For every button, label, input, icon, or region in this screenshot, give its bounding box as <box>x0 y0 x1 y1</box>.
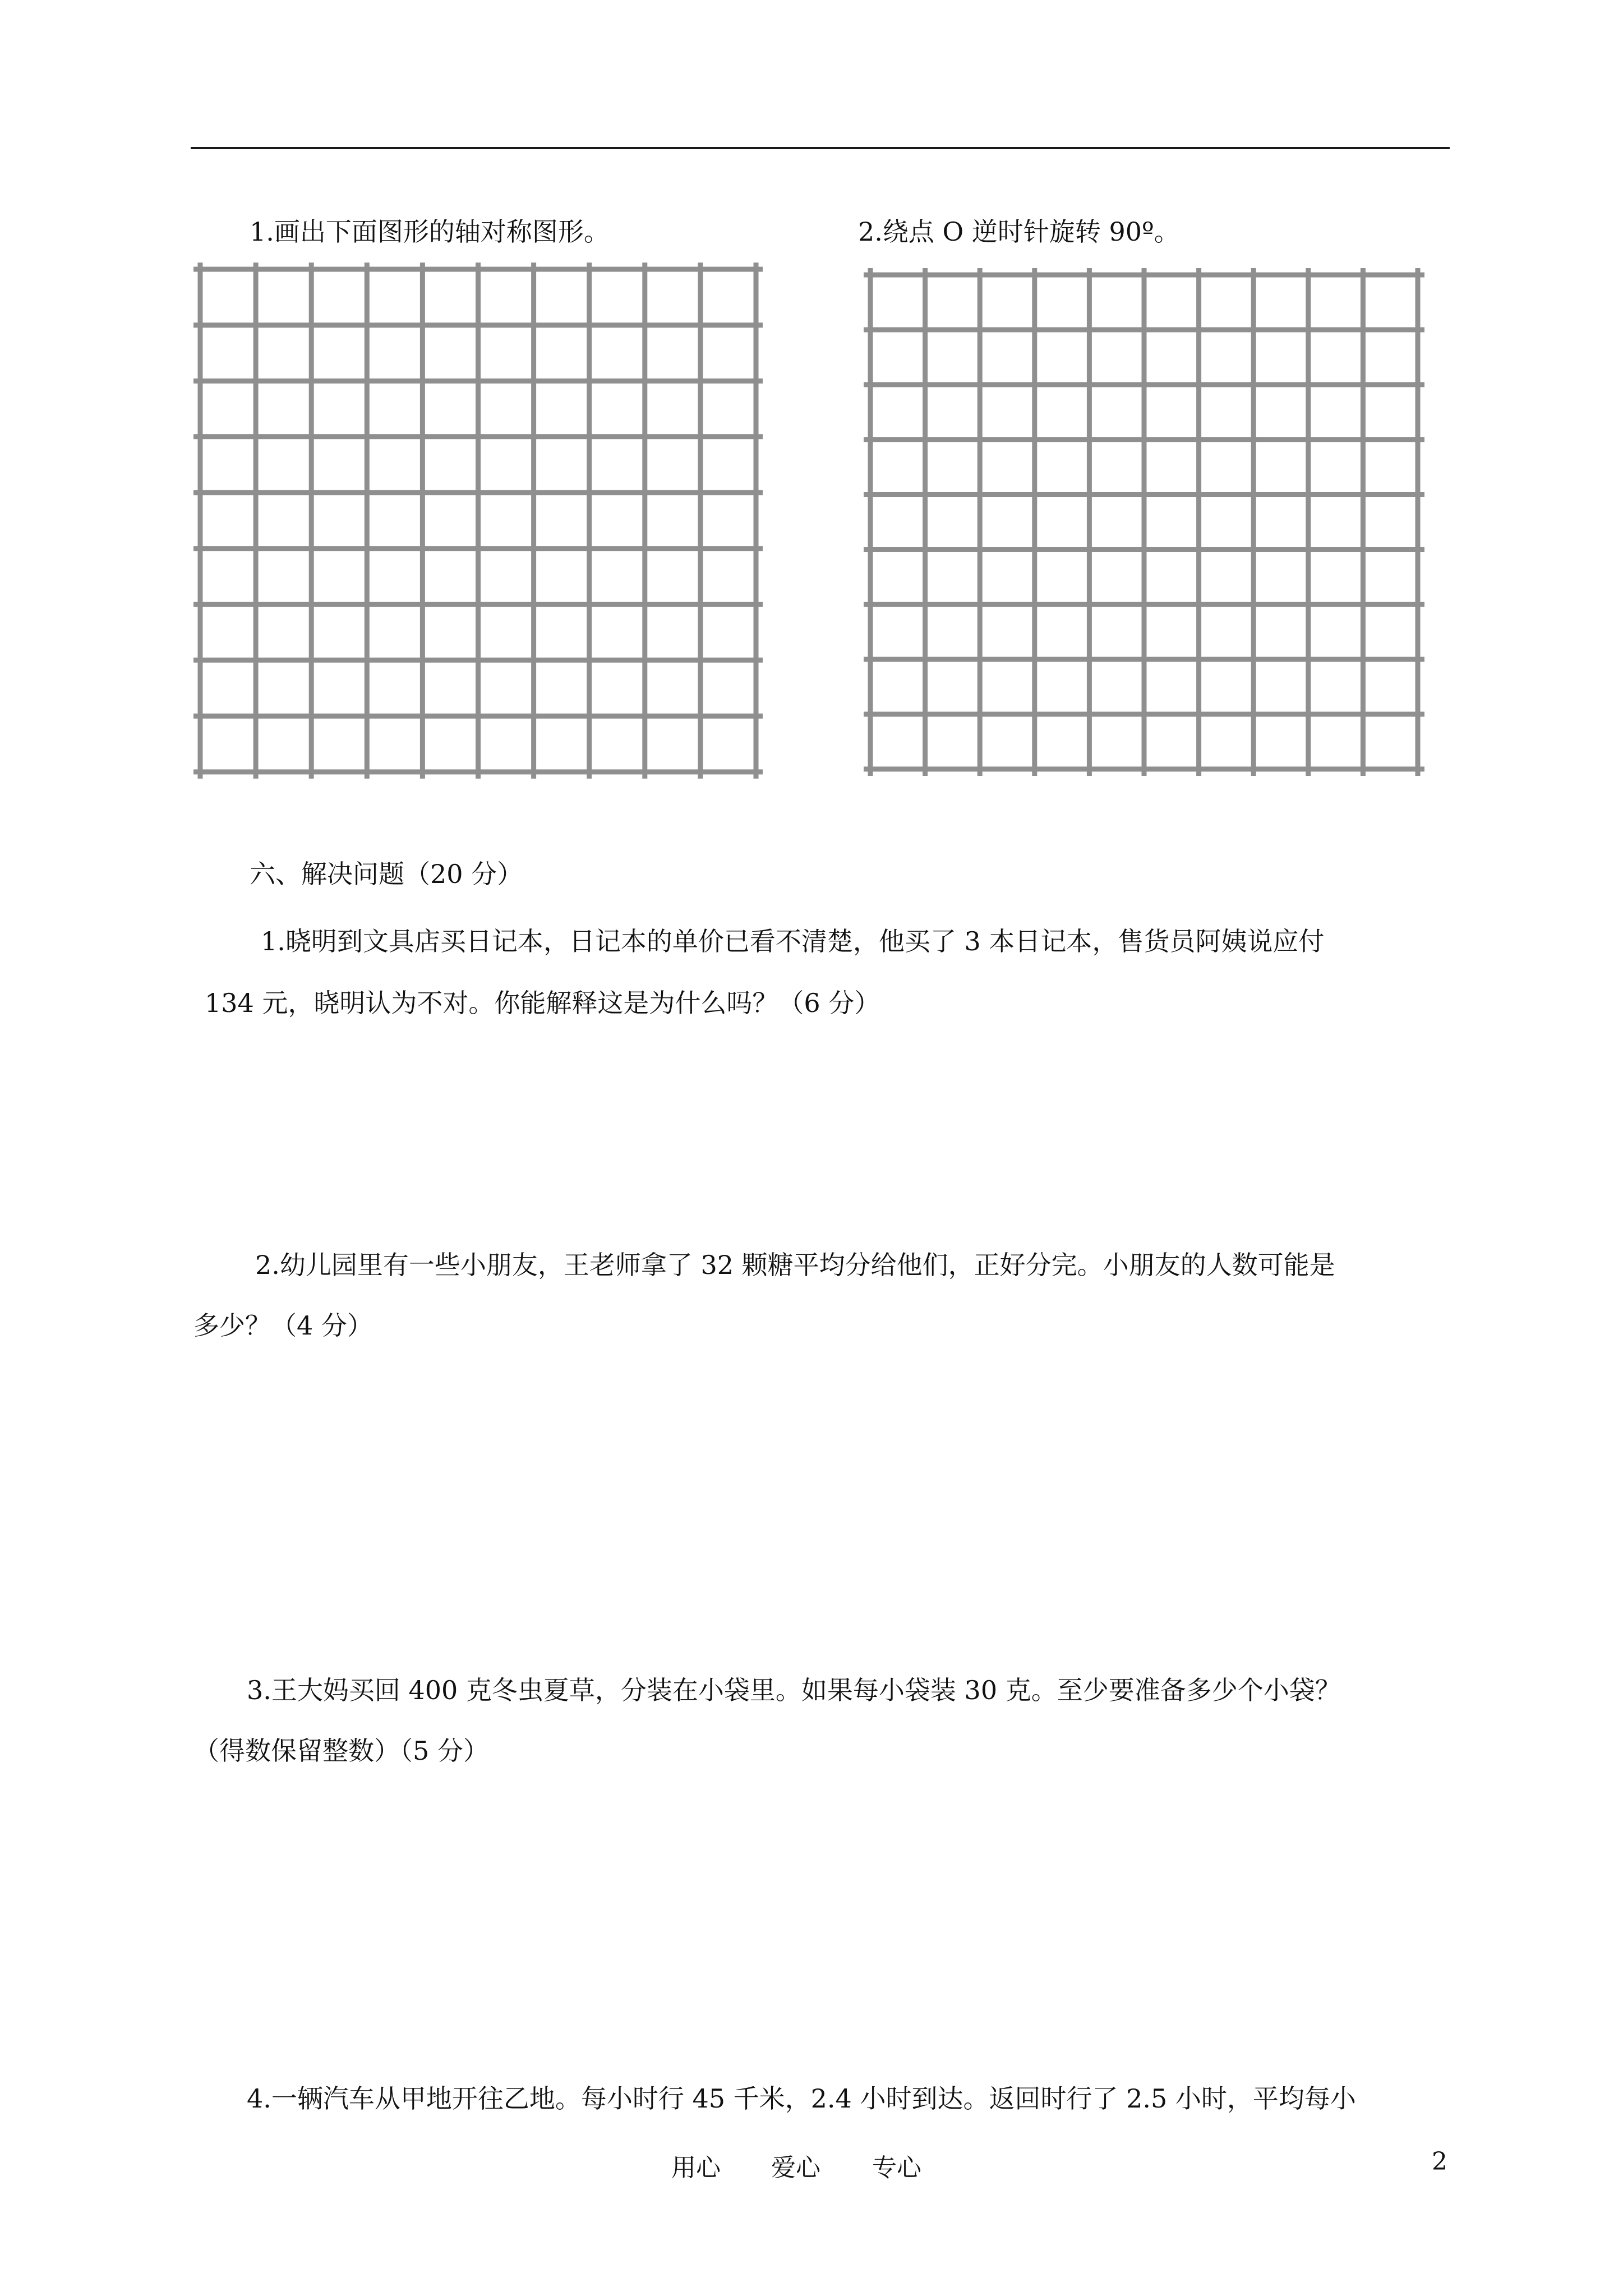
footer-word-2: 爱心 <box>771 2154 820 2182</box>
problem-3-line2: （得数保留整数）（5 分） <box>193 1736 489 1766</box>
problem-1-line2: 134 元，晓明认为不对。你能解释这是为什么吗？（6 分） <box>205 988 880 1018</box>
header-rule <box>191 147 1450 149</box>
footer-word-1: 用心 <box>671 2154 721 2182</box>
page-number: 2 <box>1432 2147 1447 2176</box>
footer-word-3: 专心 <box>872 2154 921 2182</box>
grid-right <box>864 268 1424 776</box>
question-axis-symmetry: 1.画出下面图形的轴对称图形。 <box>250 217 610 247</box>
grid-left <box>193 263 763 779</box>
question-rotation: 2.绕点 O 逆时针旋转 90º。 <box>858 217 1180 247</box>
problem-2-line1: 2.幼儿园里有一些小朋友，王老师拿了 32 颗糖平均分给他们，正好分完。小朋友的人数可能是 <box>255 1250 1335 1280</box>
problem-3-line1: 3.王大妈买回 400 克冬虫夏草，分装在小袋里。如果每小袋装 30 克。至少要准备多少个小袋？ <box>247 1675 1341 1705</box>
problem-4-line1: 4.一辆汽车从甲地开往乙地。每小时行 45 千米，2.4 小时到达。返回时行了 2.5 小时，平均每小 <box>247 2083 1356 2114</box>
problem-1-line1: 1.晓明到文具店买日记本，日记本的单价已看不清楚，他买了 3 本日记本，售货员阿姨说应付 <box>261 926 1325 956</box>
section6-title: 六、解决问题（20 分） <box>250 859 523 889</box>
problem-2-line2: 多少？（4 分） <box>193 1310 373 1341</box>
